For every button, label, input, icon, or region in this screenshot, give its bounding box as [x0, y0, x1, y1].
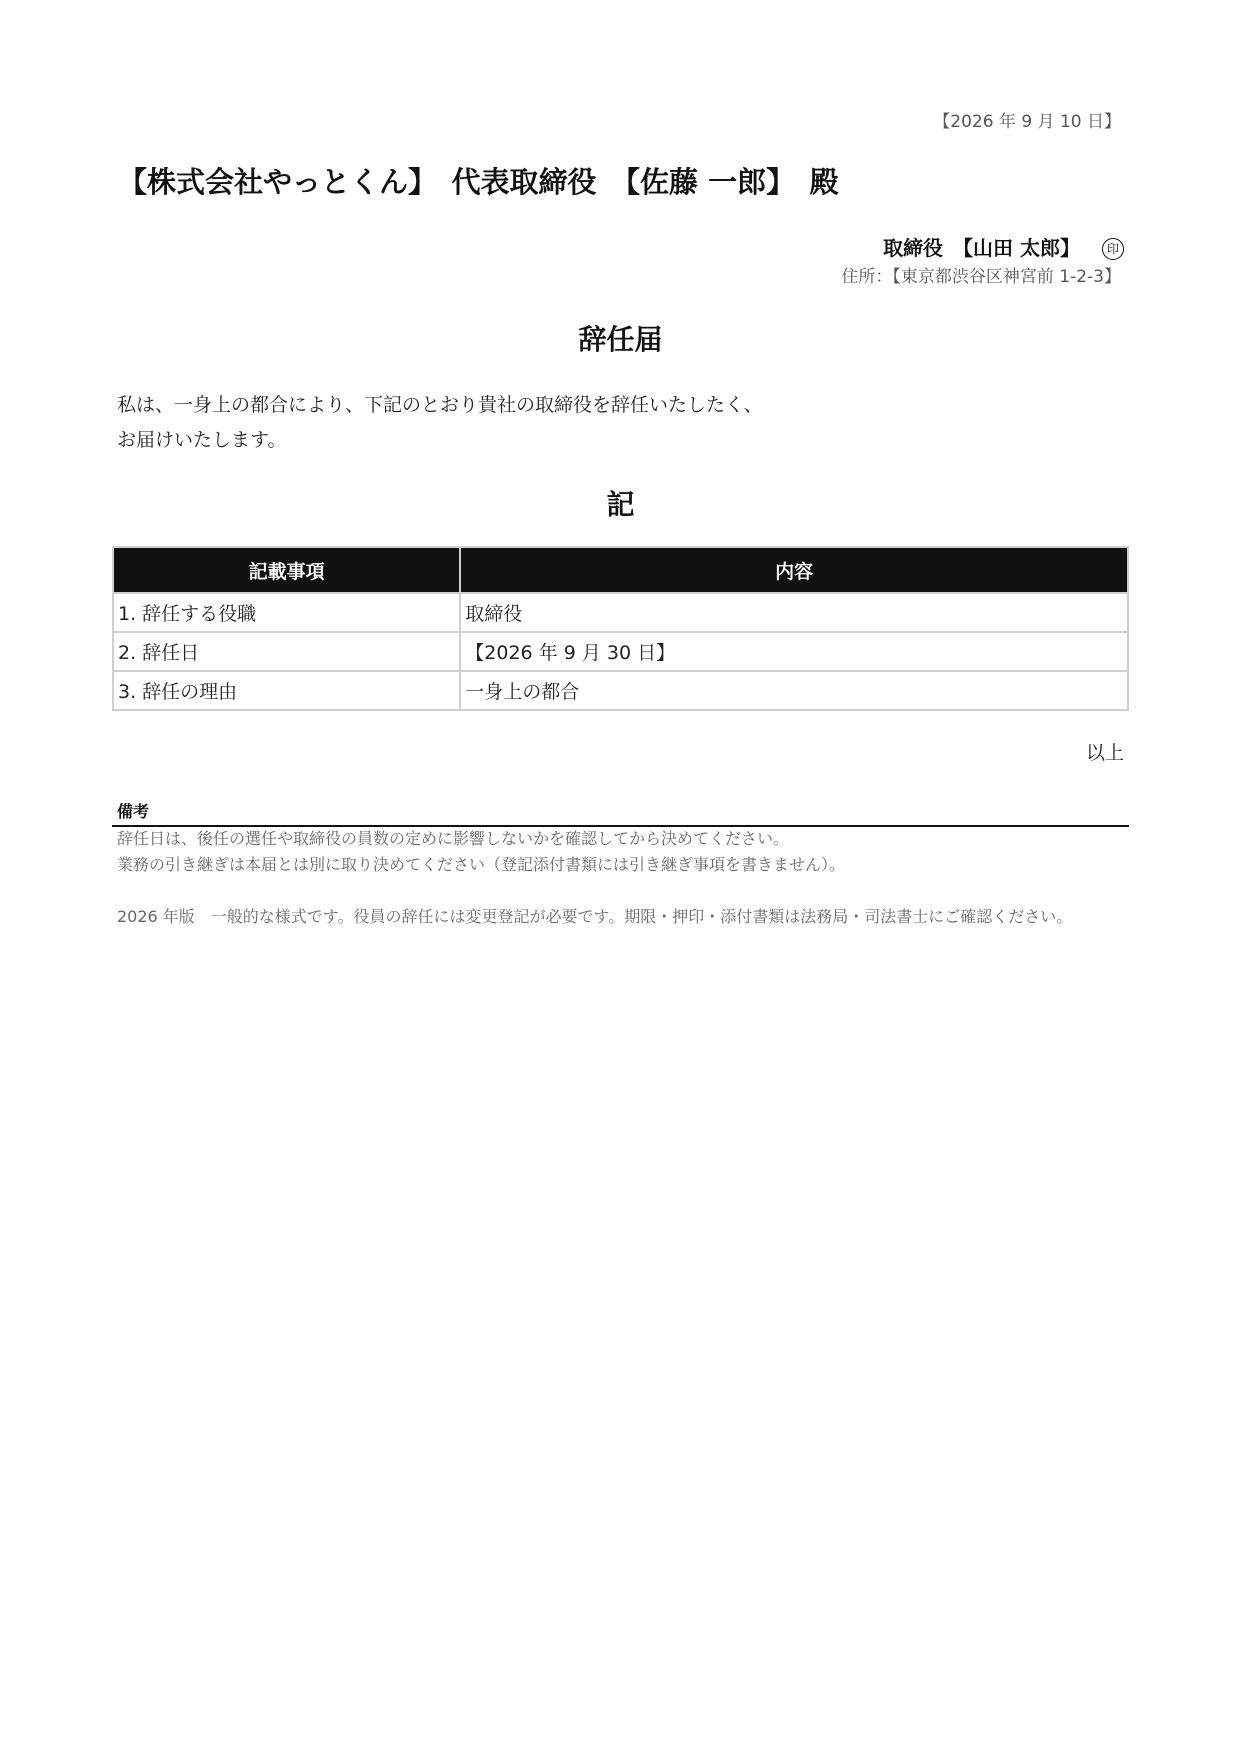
table-cell-content: 取締役	[460, 593, 1128, 632]
addressee: 【株式会社やっとくん】 代表取締役 【佐藤 一郎】 殿	[118, 165, 839, 199]
body-line: お届けいたします。	[117, 429, 287, 451]
table-cell-item: 3. 辞任の理由	[113, 671, 460, 710]
body-text	[117, 388, 763, 458]
footer-note: 2026 年版 一般的な様式です。役員の辞任には変更登記が必要です。期限・押印・添付書類は法務局・司法書士にご確認ください。	[117, 907, 1073, 926]
table-header-row	[113, 547, 1128, 593]
body-line: 私は、一身上の都合により、下記のとおり貴社の取締役を辞任いたしたく、	[117, 394, 763, 416]
table-row	[113, 593, 1128, 632]
table-cell-item: 1. 辞任する役職	[113, 593, 460, 632]
sender-address: 住所：【東京都渋谷区神宮前 1-2-3】	[841, 267, 1121, 287]
sender-title-name: 取締役 【山田 太郎】	[883, 236, 1080, 260]
remarks-line: 業務の引き継ぎは本届とは別に取り決めてください（登記添付書類には引き継ぎ事項を書きません）。	[117, 855, 846, 874]
remarks-heading: 備考	[117, 802, 150, 821]
table-cell-item: 2. 辞任日	[113, 632, 460, 671]
table-cell-content: 【2026 年 9 月 30 日】	[460, 632, 1128, 671]
document-title: 辞任届	[578, 323, 663, 356]
remarks-line: 辞任日は、後任の選任や取締役の員数の定めに影響しないかを確認してから決めてください。	[117, 829, 790, 848]
remarks-text	[117, 826, 845, 878]
seal-mark: 印	[1102, 238, 1124, 260]
table-header-item: 記載事項	[113, 547, 460, 593]
closing-mark: 以上	[1085, 742, 1124, 764]
ki-heading: 記	[606, 488, 635, 521]
table-row	[113, 671, 1128, 710]
submission-date: 【2026 年 9 月 10 日】	[933, 112, 1121, 132]
sender-line	[883, 232, 1124, 261]
items-table	[112, 546, 1129, 711]
table-cell-content: 一身上の都合	[460, 671, 1128, 710]
table-header-content: 内容	[460, 547, 1128, 593]
table-row	[113, 632, 1128, 671]
